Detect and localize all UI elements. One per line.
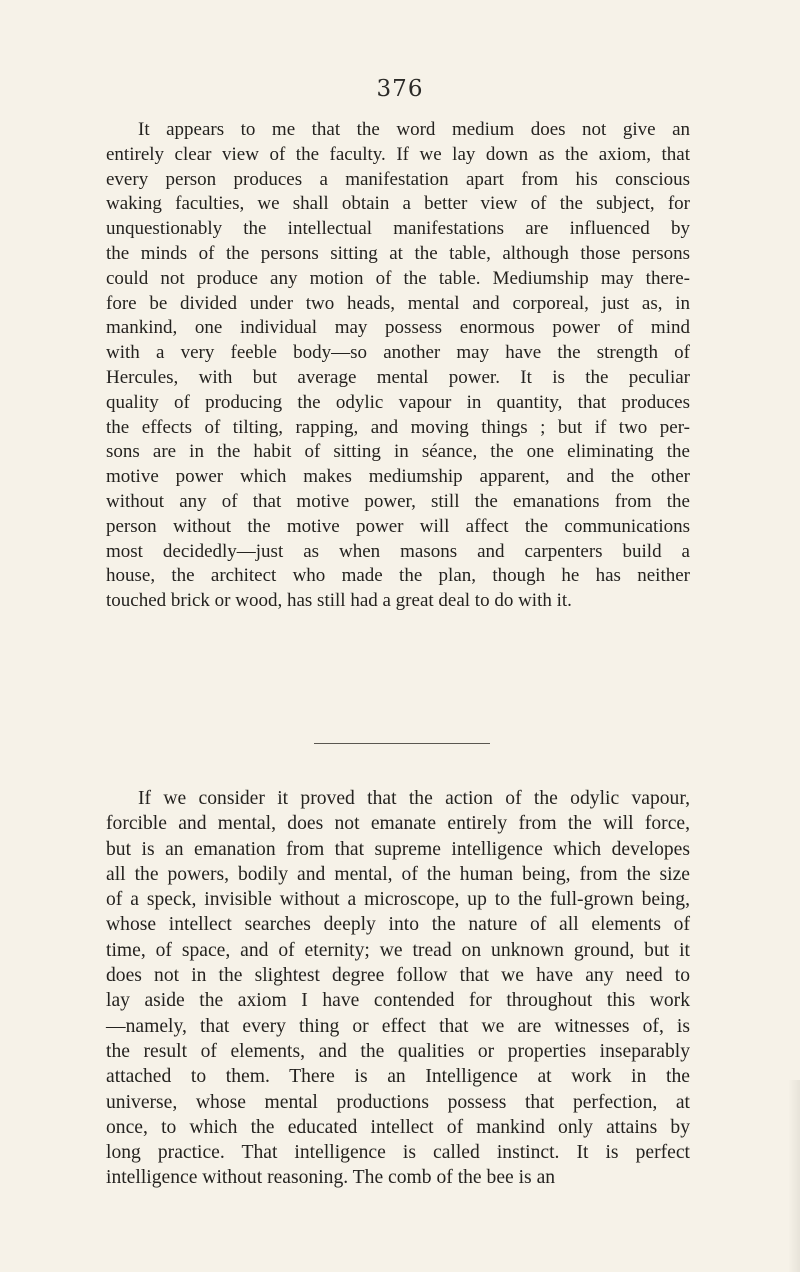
text-line: long practice. That intelligence is called instinct. It is perfect — [106, 1142, 690, 1164]
text-line: quality of producing the odylic vapour in quantity, that produces — [106, 391, 690, 413]
text-line: every person produces a manifestation apart from his conscious — [106, 168, 690, 190]
text-line: intelligence without reasoning. The comb of the bee is an — [106, 1167, 556, 1189]
text-line: most decidedly—just as when masons and carpenters build a — [106, 540, 690, 562]
text-line: It appears to me that the word medium does not give an — [138, 119, 690, 140]
text-line: whose intellect searches deeply into the nature of all elements of — [106, 914, 690, 936]
text-line: universe, whose mental productions possess that perfection, at — [106, 1091, 690, 1113]
text-line: the minds of the persons sitting at the table, although those persons — [106, 242, 690, 264]
text-line: motive power which makes mediumship apparent, and the other — [106, 466, 690, 488]
text-line: all the powers, bodily and mental, of the human being, from the size — [106, 863, 690, 885]
text-line: lay aside the axiom I have contended for throughout this work — [106, 990, 690, 1012]
text-line: touched brick or wood, has still had a great deal to do with it. — [106, 590, 572, 612]
text-line: unquestionably the intellectual manifestations are influenced by — [106, 218, 690, 240]
text-line: does not in the slightest degree follow that we have any need to — [106, 965, 690, 987]
paragraph-1 — [106, 118, 690, 614]
text-line: —namely, that every thing or effect that we are witnesses of, is — [106, 1015, 690, 1037]
text-line: but is an emanation from that supreme intelligence which developes — [106, 838, 690, 860]
text-line: could not produce any motion of the table. Mediumship may there- — [106, 267, 690, 289]
text-line: sons are in the habit of sitting in séance, the one eliminating the — [106, 441, 690, 463]
text-line: attached to them. There is an Intelligence at work in the — [106, 1066, 690, 1088]
text-line: time, of space, and of eternity; we tread on unknown ground, but it — [106, 939, 690, 961]
text-line: house, the architect who made the plan, though he has neither — [106, 565, 690, 587]
text-line: with a very feeble body—so another may have the strength of — [106, 342, 690, 364]
section-divider — [314, 743, 490, 744]
text-line: If we consider it proved that the action of the odylic vapour, — [138, 788, 690, 809]
text-line: mankind, one individual may possess enormous power of mind — [106, 317, 690, 339]
text-line: once, to which the educated intellect of mankind only attains by — [106, 1116, 690, 1138]
text-line: forcible and mental, does not emanate entirely from the will force, — [106, 813, 690, 835]
page-edge-shadow — [788, 1080, 800, 1272]
text-line: the effects of tilting, rapping, and moving things ; but if two per- — [106, 416, 690, 438]
page-number: 376 — [376, 76, 424, 102]
paragraph-2 — [106, 786, 690, 1191]
text-line: waking faculties, we shall obtain a better view of the subject, for — [106, 193, 690, 215]
text-line: entirely clear view of the faculty. If we lay down as the axiom, that — [106, 143, 690, 165]
text-line: person without the motive power will affect the communications — [106, 515, 690, 537]
text-line: the result of elements, and the qualities or properties inseparably — [106, 1040, 690, 1062]
text-line: fore be divided under two heads, mental and corporeal, just as, in — [106, 292, 690, 314]
text-line: without any of that motive power, still the emanations from the — [106, 490, 690, 512]
text-line: of a speck, invisible without a microscope, up to the full-grown being, — [106, 889, 690, 911]
text-line: Hercules, with but average mental power. It is the peculiar — [106, 366, 690, 388]
